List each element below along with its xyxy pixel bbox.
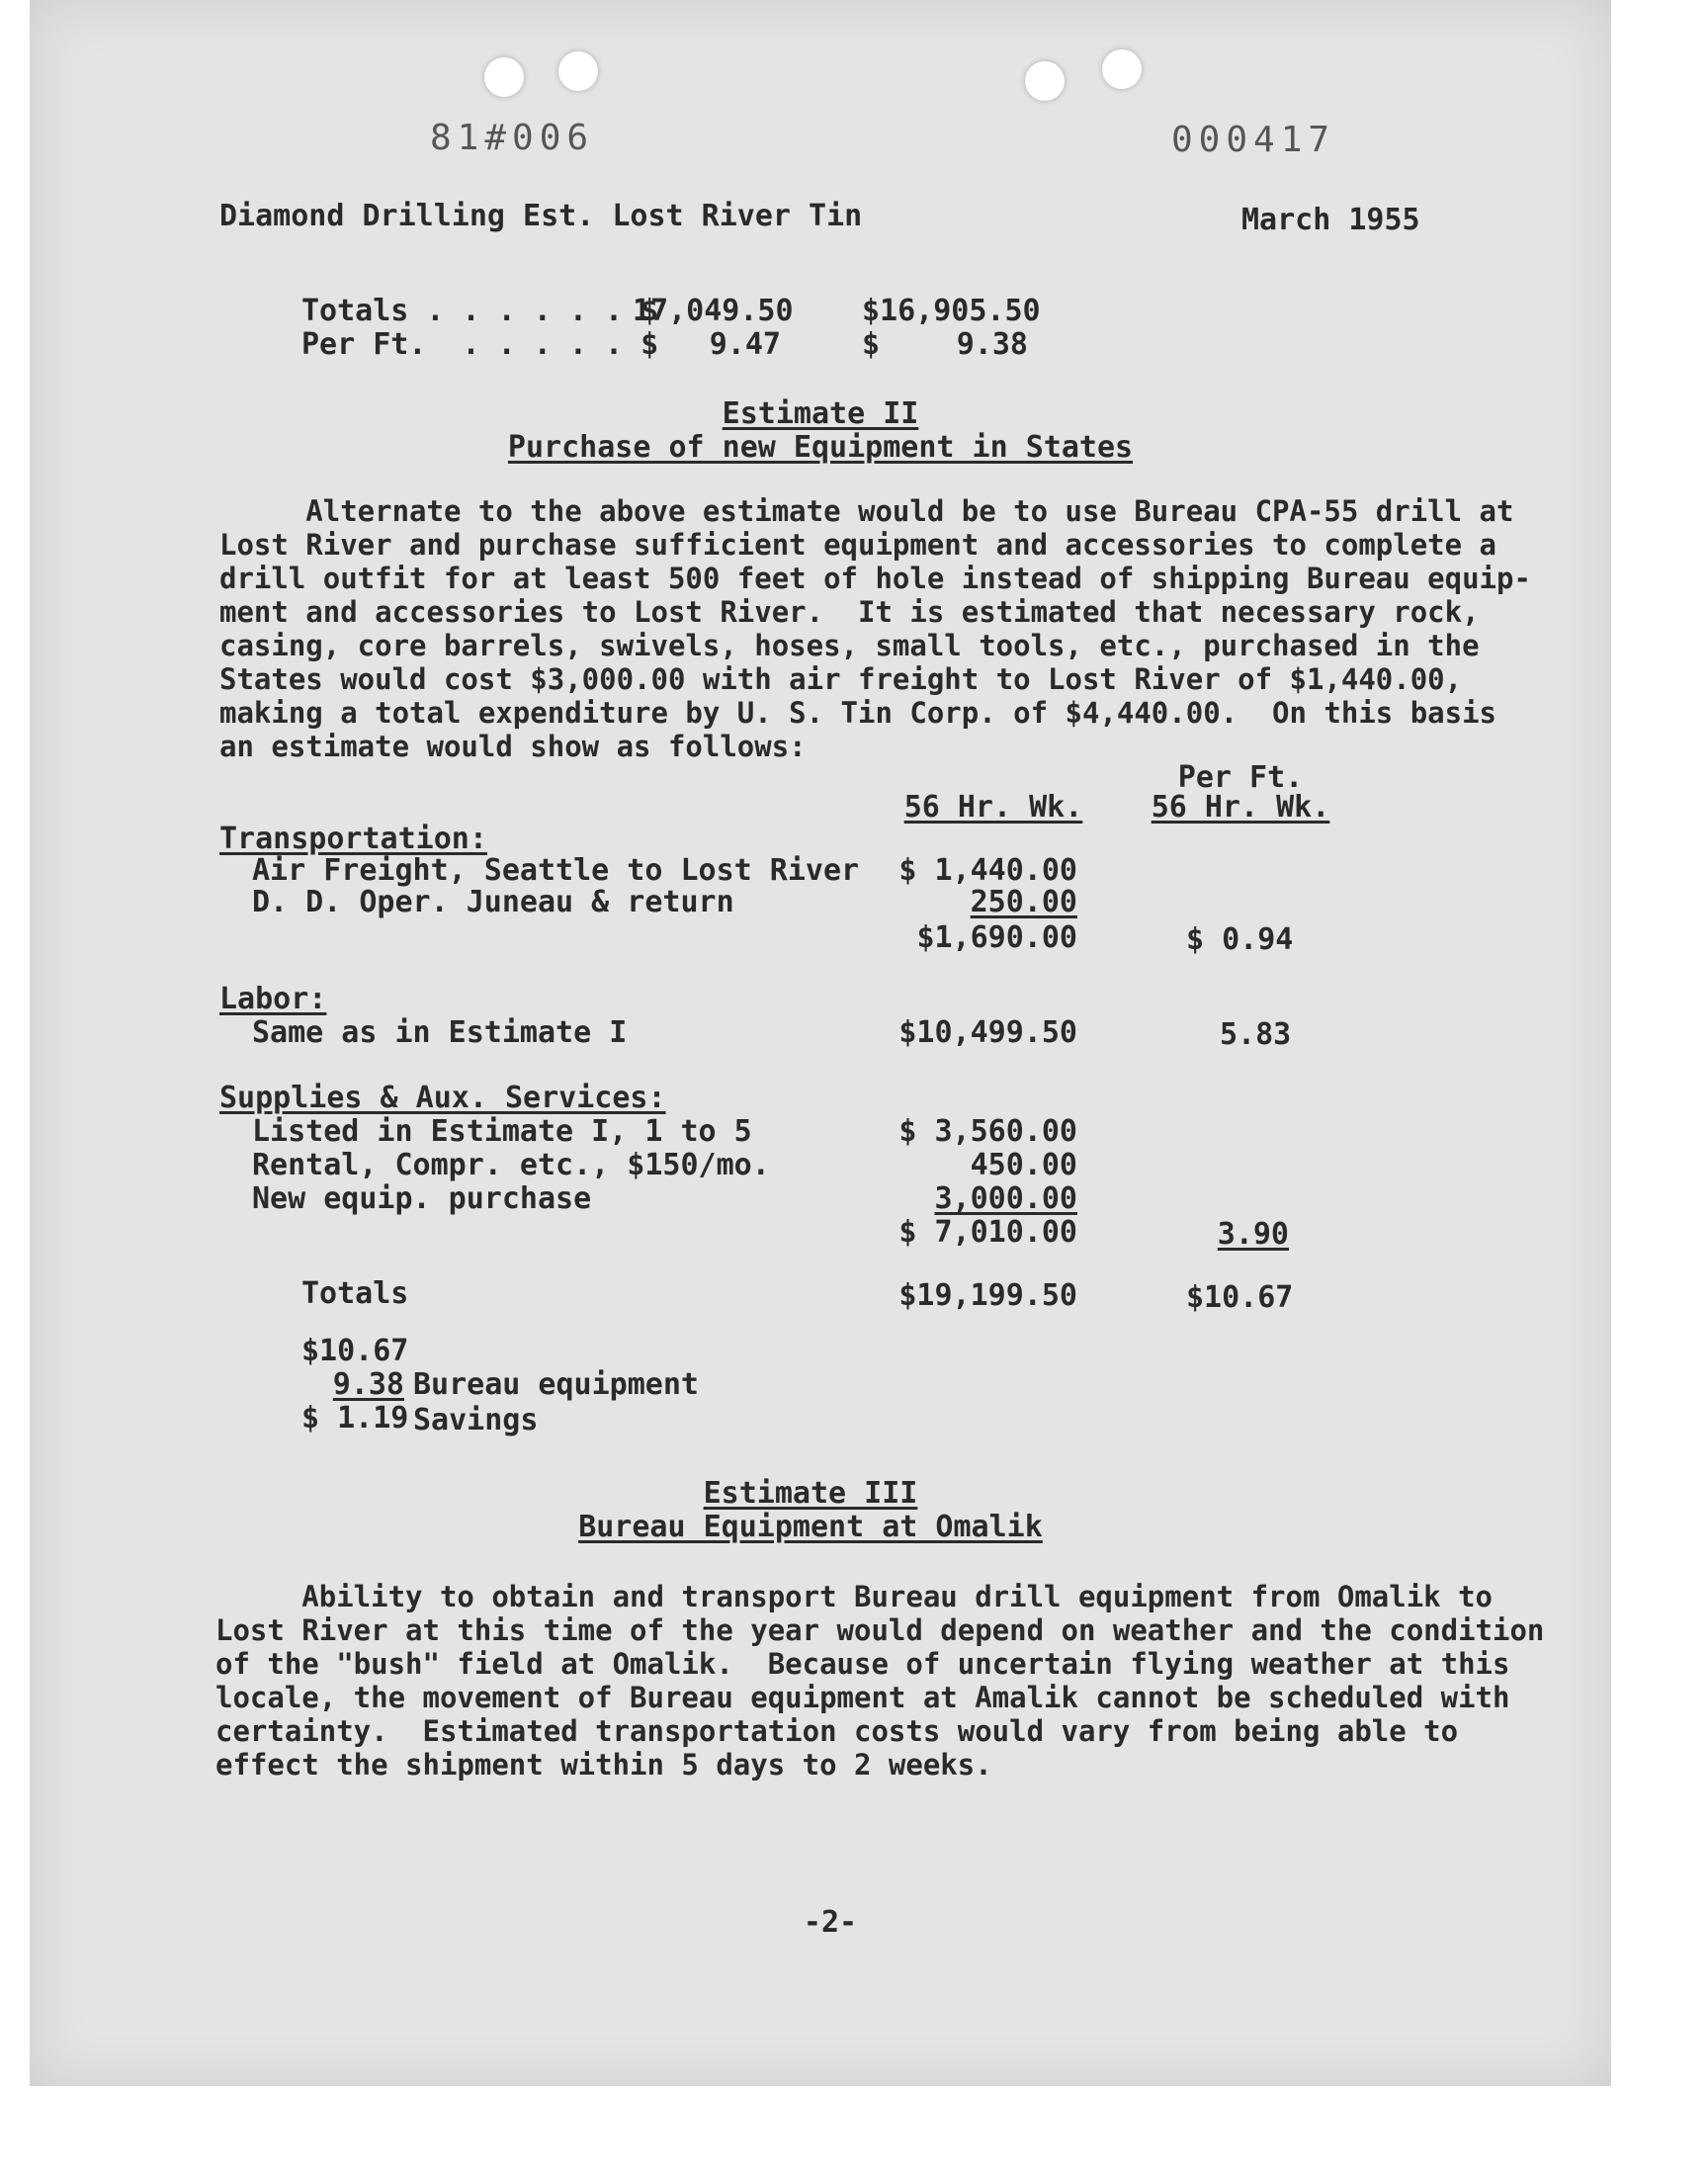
col1-header: 56 Hr. Wk. — [903, 790, 1083, 825]
paragraph-line: an estimate would show as follows: — [219, 730, 807, 763]
paragraph-line: effect the shipment within 5 days to 2 weeks. — [215, 1748, 992, 1782]
perft-value-b: 9.38 — [956, 327, 1028, 362]
estimate-3-subtitle: Bureau Equipment at Omalik — [578, 1510, 1043, 1544]
paragraph-line: Lost River and purchase sufficient equipment and accessories to complete a — [219, 528, 1497, 562]
supplies-line-2-amount: 450.00 — [970, 1148, 1077, 1182]
supplies-line-2: Rental, Compr. etc., $150/mo. — [252, 1148, 770, 1182]
transportation-line-2-amount: 250.00 — [970, 885, 1077, 919]
transportation-heading: Transportation: — [219, 822, 487, 856]
transportation-line-1-amount: $ 1,440.00 — [898, 853, 1077, 888]
paragraph-line: Ability to obtain and transport Bureau drill equipment from Omalik to — [215, 1580, 1494, 1613]
labor-perft: 5.83 — [1220, 1017, 1292, 1052]
totals-value-a: 17,049.50 — [633, 294, 794, 328]
estimate-2-subtitle: Purchase of new Equipment in States — [507, 430, 1134, 465]
totals-value-b: $16,905.50 — [862, 294, 1041, 328]
savings-line-3-amount: $ 1.19 — [301, 1401, 409, 1436]
punch-hole — [484, 57, 524, 97]
punch-hole — [1025, 61, 1065, 101]
perft-currency-b: $ — [862, 327, 881, 362]
paragraph-line: certainty. Estimated transportation costs would vary from being able to — [215, 1714, 1459, 1748]
paragraph-line: ment and accessories to Lost River. It is estimated that necessary rock, — [219, 595, 1480, 629]
document-date: March 1955 — [1241, 203, 1420, 237]
savings-line-2-amount: 9.38 — [332, 1367, 404, 1402]
punch-hole — [558, 51, 598, 91]
stamp-number-left: 81#006 — [430, 118, 595, 158]
stamp-number-right: 000417 — [1171, 120, 1336, 160]
estimate-3-paragraph — [215, 1580, 1544, 1782]
perft-value-a: 9.47 — [709, 327, 781, 362]
col2-header: 56 Hr. Wk. — [1151, 790, 1330, 825]
paragraph-line: States would cost $3,000.00 with air freight to Lost River of $1,440.00, — [219, 662, 1463, 696]
savings-line-1: $10.67 — [301, 1334, 409, 1368]
grand-totals-label: Totals — [301, 1276, 409, 1311]
estimate-2-title: Estimate II — [722, 396, 919, 431]
paragraph-line: locale, the movement of Bureau equipment at Amalik cannot be scheduled with — [215, 1681, 1510, 1714]
paragraph-line: Alternate to the above estimate would be to use Bureau CPA-55 drill at — [219, 494, 1514, 528]
supplies-perft: 3.90 — [1217, 1217, 1289, 1252]
paragraph-line: casing, core barrels, swivels, hoses, small tools, etc., purchased in the — [219, 629, 1480, 662]
col2-header-top: Per Ft. — [1177, 760, 1304, 795]
transportation-line-2: D. D. Oper. Juneau & return — [252, 885, 734, 919]
paragraph-line: making a total expenditure by U. S. Tin Corp. of $4,440.00. On this basis — [219, 696, 1497, 730]
labor-line-1: Same as in Estimate I — [252, 1015, 628, 1050]
grand-totals-perft: $10.67 — [1186, 1280, 1294, 1315]
transportation-perft: $ 0.94 — [1186, 922, 1294, 957]
supplies-line-1: Listed in Estimate I, 1 to 5 — [252, 1114, 752, 1149]
savings-line-3-label: Savings — [413, 1403, 539, 1437]
estimate-2-paragraph — [219, 494, 1531, 763]
transportation-subtotal: $1,690.00 — [916, 920, 1077, 955]
supplies-line-3: New equip. purchase — [252, 1181, 592, 1216]
supplies-line-3-amount: 3,000.00 — [934, 1181, 1077, 1216]
punch-hole — [1102, 49, 1142, 89]
paragraph-line: Lost River at this time of the year would depend on weather and the condition — [215, 1613, 1545, 1647]
labor-heading: Labor: — [219, 982, 327, 1016]
paragraph-line: drill outfit for at least 500 feet of hole instead of shipping Bureau equip- — [219, 562, 1531, 595]
grand-totals-amount: $19,199.50 — [898, 1278, 1077, 1313]
transportation-line-1: Air Freight, Seattle to Lost River — [252, 853, 860, 888]
paragraph-line: of the "bush" field at Omalik. Because of uncertain flying weather at this — [215, 1647, 1510, 1681]
labor-line-1-amount: $10,499.50 — [898, 1015, 1077, 1050]
supplies-heading: Supplies & Aux. Services: — [219, 1081, 666, 1115]
supplies-line-1-amount: $ 3,560.00 — [898, 1114, 1077, 1149]
savings-line-2-label: Bureau equipment — [413, 1367, 699, 1402]
page-number: -2- — [803, 1905, 858, 1940]
totals-label: Totals . . . . . . $ — [301, 294, 659, 328]
estimate-3-title: Estimate III — [703, 1476, 918, 1511]
supplies-subtotal: $ 7,010.00 — [898, 1215, 1077, 1250]
document-subject: Diamond Drilling Est. Lost River Tin — [219, 199, 863, 233]
perft-label: Per Ft. . . . . . $ — [301, 327, 659, 362]
